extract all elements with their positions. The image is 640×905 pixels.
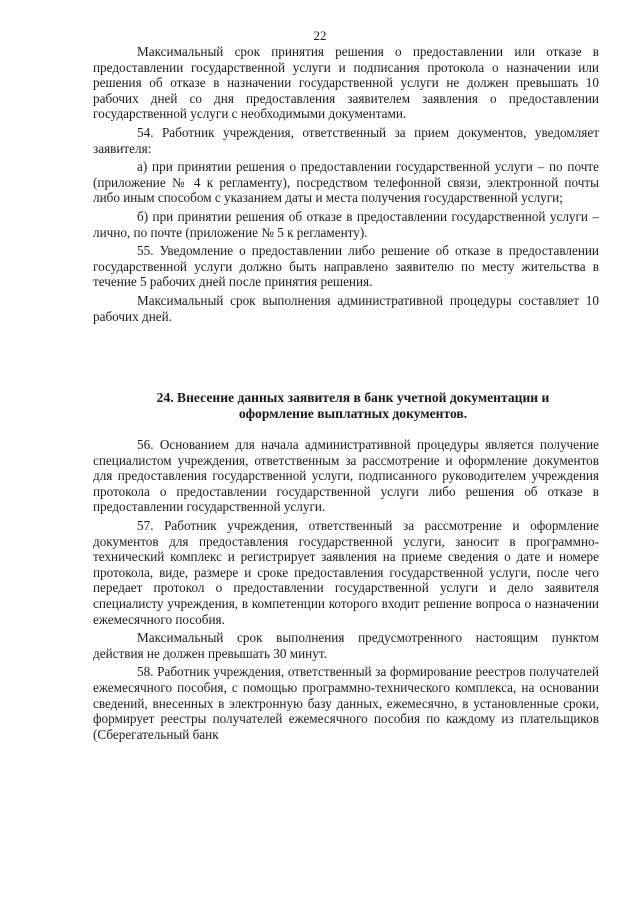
paragraph-max-term-procedure: Максимальный срок выполнения административной процедуры составляет 10 рабочих дней.	[93, 292, 599, 324]
paragraph-58: 58. Работник учреждения, ответственный за формирование реестров получателей ежемесячного пособия, с помощью программно-технического комплекса, на основании сведений, внесенных в электронную базу данных, ежемесячно, в установленные сроки, формирует реестры получателей ежемесячного пособия по каждому из плательщиков (Сберегательный банк	[93, 664, 599, 742]
paragraph-57: 57. Работник учреждения, ответственный за рассмотрение и оформление документов для предоставления государственной услуги, заносит в программно-технический комплекс и регистрирует заявления на приеме сведения о дате и номере протокола, виде, размере и сроке предоставления государственной услуги, после чего передает протокол о предоставлении государственной услуги и дело заявителя специалисту учреждения, в компетенции которого входит решение вопроса о назначении ежемесячного пособия.	[93, 517, 599, 627]
section-title: 24. Внесение данных заявителя в банк учетной документации и оформление выплатных документов.	[156, 390, 550, 421]
paragraph-54: 54. Работник учреждения, ответственный за прием документов, уведомляет заявителя:	[93, 124, 599, 156]
paragraph-54a: а) при принятии решения о предоставлении государственной услуги – по почте (приложение № 4 к регламенту), посредством телефонной связи, электронной почты либо иным способом с указанием даты и места получения государственной услуги;	[93, 159, 599, 206]
paragraph-55: 55. Уведомление о предоставлении либо решение об отказе в предоставлении государственной услуги должно быть направлено заявителю по месту жительства в течение 5 рабочих дней после принятия решения.	[93, 243, 599, 290]
paragraph-56: 56. Основанием для начала административной процедуры является получение специалистом учреждения, ответственным за рассмотрение и оформление документов для предоставления государственной услуги, подписанного руководителем учреждения протокола о предоставлении государственной услуги либо решения об отказе в предоставлении государственной услуги.	[93, 437, 599, 515]
top-text-block	[93, 44, 599, 324]
paragraph-54b: б) при принятии решения об отказе в предоставлении государственной услуги – лично, по почте (приложение № 5 к регламенту).	[93, 208, 599, 240]
paragraph-max-term-action: Максимальный срок выполнения предусмотренного настоящим пунктом действия не должен превышать 30 минут.	[93, 630, 599, 661]
page-number: 22	[313, 28, 327, 43]
paragraph-max-term-decision: Максимальный срок принятия решения о предоставлении или отказе в предоставлении государственной услуги и подписания протокола о назначении или решения об отказе в назначении государственной услуги не должен превышать 10 рабочих дней со дня предоставления заявителем заявления о предоставлении государственной услуги с необходимыми документами.	[93, 44, 599, 122]
main-text-block	[93, 437, 599, 742]
